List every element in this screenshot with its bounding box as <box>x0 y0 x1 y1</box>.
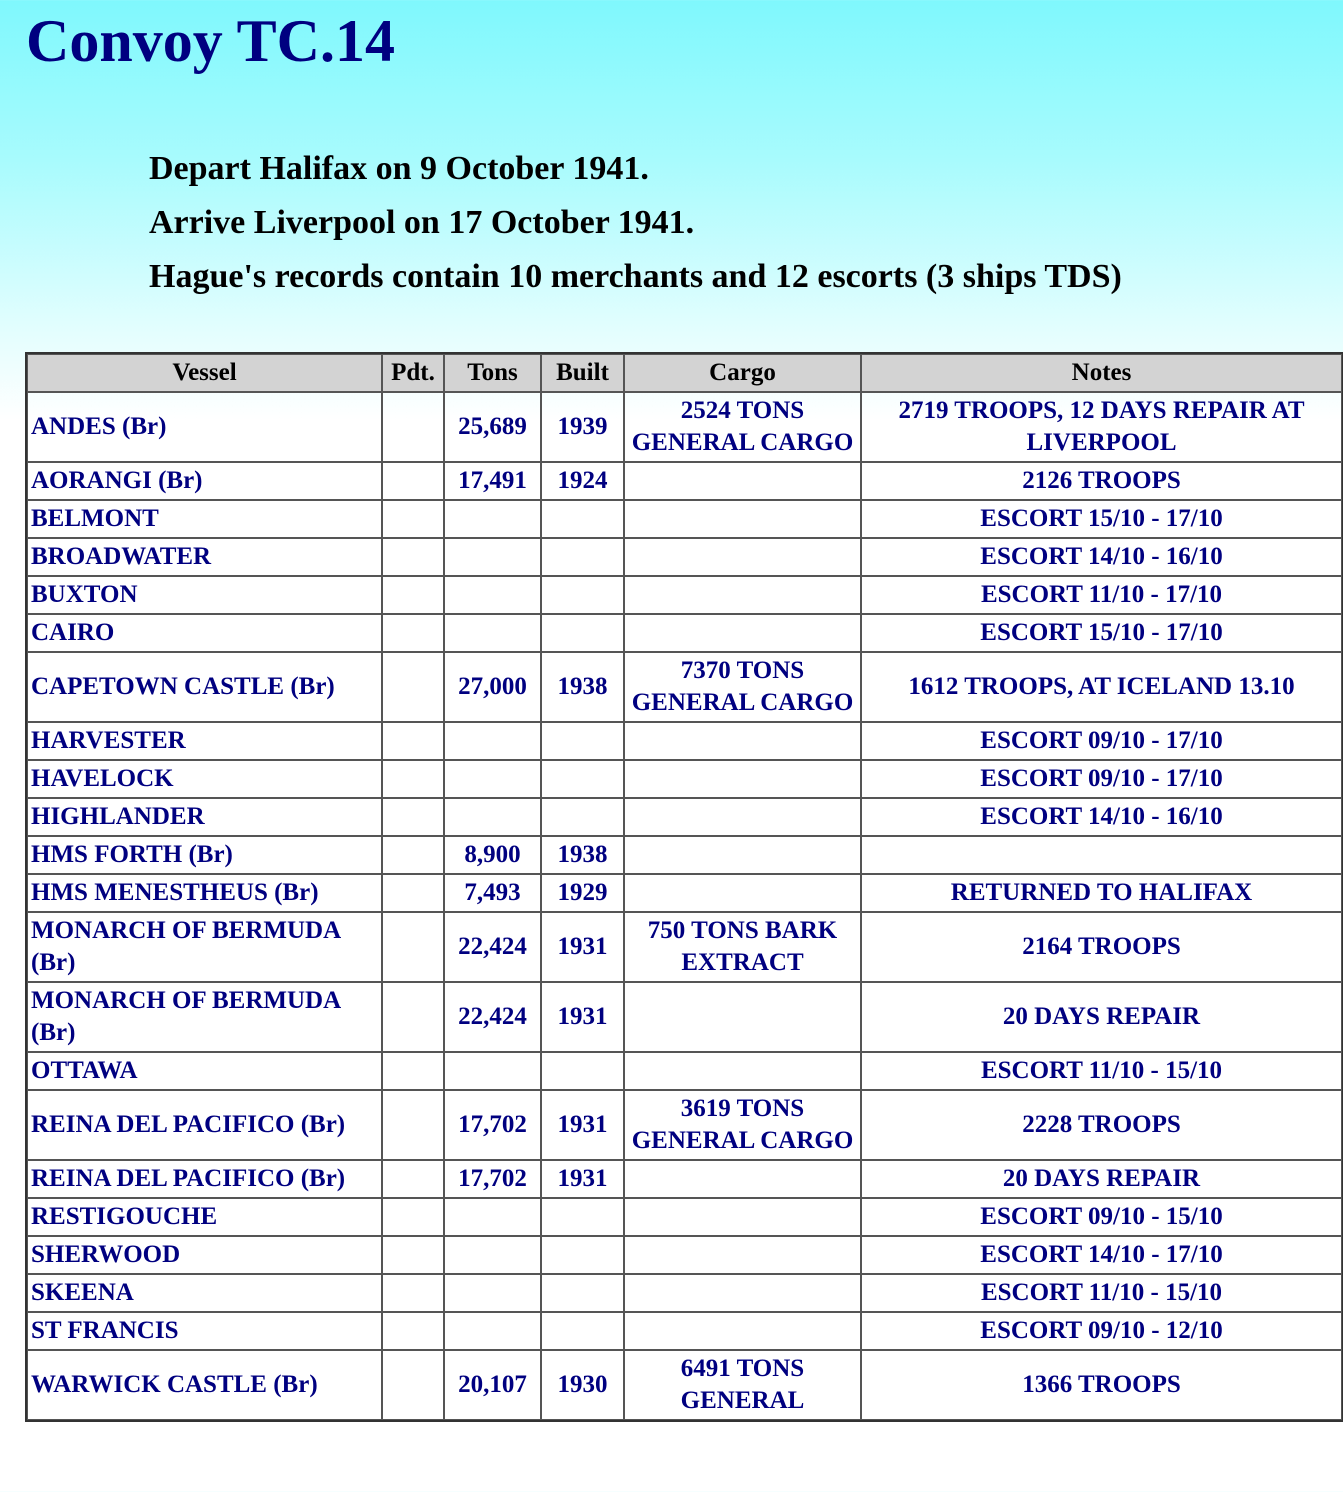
cell-vessel: SHERWOOD <box>27 1236 382 1274</box>
cell-built <box>541 1052 624 1090</box>
cell-cargo <box>624 798 861 836</box>
cell-pdt <box>382 982 444 1052</box>
departure-line: Depart Halifax on 9 October 1941. <box>149 150 649 187</box>
cell-notes: 2228 TROOPS <box>861 1090 1342 1160</box>
cell-built: 1938 <box>541 652 624 722</box>
table-row <box>27 874 1342 912</box>
cell-tons <box>444 1198 541 1236</box>
cell-vessel: RESTIGOUCHE <box>27 1198 382 1236</box>
cell-tons: 17,702 <box>444 1160 541 1198</box>
cell-pdt <box>382 760 444 798</box>
cell-built: 1938 <box>541 836 624 874</box>
cell-vessel: HARVESTER <box>27 722 382 760</box>
cell-cargo <box>624 462 861 500</box>
cell-cargo <box>624 836 861 874</box>
cell-pdt <box>382 576 444 614</box>
cell-built <box>541 576 624 614</box>
cell-tons: 27,000 <box>444 652 541 722</box>
cell-cargo <box>624 874 861 912</box>
cell-built: 1931 <box>541 1090 624 1160</box>
cell-built <box>541 722 624 760</box>
cell-vessel: MONARCH OF BERMUDA (Br) <box>27 912 382 982</box>
cell-notes: ESCORT 14/10 - 17/10 <box>861 1236 1342 1274</box>
cell-pdt <box>382 462 444 500</box>
cell-cargo <box>624 982 861 1052</box>
cell-cargo: 2524 TONS GENERAL CARGO <box>624 392 861 462</box>
cell-built: 1924 <box>541 462 624 500</box>
cell-tons <box>444 722 541 760</box>
table-row <box>27 760 1342 798</box>
cell-built: 1939 <box>541 392 624 462</box>
cell-cargo <box>624 614 861 652</box>
cell-cargo: 7370 TONS GENERAL CARGO <box>624 652 861 722</box>
cell-tons: 17,491 <box>444 462 541 500</box>
cell-cargo <box>624 722 861 760</box>
table-row <box>27 1198 1342 1236</box>
cell-tons <box>444 1274 541 1312</box>
cell-pdt <box>382 722 444 760</box>
cell-vessel: REINA DEL PACIFICO (Br) <box>27 1160 382 1198</box>
cell-pdt <box>382 538 444 576</box>
cell-cargo <box>624 1198 861 1236</box>
cell-cargo <box>624 1274 861 1312</box>
cell-built <box>541 538 624 576</box>
cell-tons: 22,424 <box>444 982 541 1052</box>
cell-pdt <box>382 1312 444 1350</box>
cell-notes: 20 DAYS REPAIR <box>861 1160 1342 1198</box>
arrival-line: Arrive Liverpool on 17 October 1941. <box>149 204 695 241</box>
cell-built <box>541 1274 624 1312</box>
cell-tons: 22,424 <box>444 912 541 982</box>
header-tons: Tons <box>444 354 541 392</box>
cell-vessel: HMS MENESTHEUS (Br) <box>27 874 382 912</box>
table-row <box>27 1312 1342 1350</box>
cell-vessel: ANDES (Br) <box>27 392 382 462</box>
table-row <box>27 1236 1342 1274</box>
table-row <box>27 614 1342 652</box>
cell-cargo <box>624 1236 861 1274</box>
cell-pdt <box>382 874 444 912</box>
cell-notes: ESCORT 15/10 - 17/10 <box>861 614 1342 652</box>
cell-tons <box>444 500 541 538</box>
cell-notes: ESCORT 09/10 - 17/10 <box>861 760 1342 798</box>
cell-built <box>541 798 624 836</box>
table-row <box>27 1160 1342 1198</box>
cell-tons: 20,107 <box>444 1350 541 1420</box>
cell-vessel: OTTAWA <box>27 1052 382 1090</box>
cell-notes: ESCORT 14/10 - 16/10 <box>861 798 1342 836</box>
cell-notes: 1612 TROOPS, AT ICELAND 13.10 <box>861 652 1342 722</box>
cell-pdt <box>382 1236 444 1274</box>
table-row <box>27 462 1342 500</box>
cell-vessel: MONARCH OF BERMUDA (Br) <box>27 982 382 1052</box>
table-row <box>27 1052 1342 1090</box>
cell-built <box>541 500 624 538</box>
cell-notes: ESCORT 15/10 - 17/10 <box>861 500 1342 538</box>
cell-built <box>541 760 624 798</box>
cell-tons <box>444 614 541 652</box>
cell-cargo <box>624 760 861 798</box>
cell-tons <box>444 1312 541 1350</box>
cell-cargo <box>624 576 861 614</box>
cell-pdt <box>382 1160 444 1198</box>
cell-vessel: CAIRO <box>27 614 382 652</box>
cell-notes: 2719 TROOPS, 12 DAYS REPAIR AT LIVERPOOL <box>861 392 1342 462</box>
cell-pdt <box>382 500 444 538</box>
cell-built: 1931 <box>541 982 624 1052</box>
records-line: Hague's records contain 10 merchants and 12 escorts (3 ships TDS) <box>149 258 1122 295</box>
table-row <box>27 652 1342 722</box>
cell-notes: 2126 TROOPS <box>861 462 1342 500</box>
cell-vessel: HMS FORTH (Br) <box>27 836 382 874</box>
table-header-row <box>27 354 1342 392</box>
header-notes: Notes <box>861 354 1342 392</box>
table-row <box>27 1090 1342 1160</box>
cell-vessel: AORANGI (Br) <box>27 462 382 500</box>
cell-pdt <box>382 392 444 462</box>
cell-notes: ESCORT 09/10 - 17/10 <box>861 722 1342 760</box>
cell-cargo <box>624 500 861 538</box>
cell-vessel: SKEENA <box>27 1274 382 1312</box>
cell-tons: 7,493 <box>444 874 541 912</box>
cell-cargo <box>624 1052 861 1090</box>
cell-pdt <box>382 1198 444 1236</box>
table-row <box>27 1274 1342 1312</box>
cell-notes: ESCORT 11/10 - 15/10 <box>861 1274 1342 1312</box>
cell-tons <box>444 538 541 576</box>
header-cargo: Cargo <box>624 354 861 392</box>
cell-vessel: BUXTON <box>27 576 382 614</box>
cell-pdt <box>382 652 444 722</box>
cell-cargo <box>624 1160 861 1198</box>
table-row <box>27 798 1342 836</box>
header-pdt: Pdt. <box>382 354 444 392</box>
cell-pdt <box>382 836 444 874</box>
cell-tons: 17,702 <box>444 1090 541 1160</box>
cell-tons: 8,900 <box>444 836 541 874</box>
cell-tons <box>444 798 541 836</box>
header-vessel: Vessel <box>27 354 382 392</box>
cell-cargo: 750 TONS BARK EXTRACT <box>624 912 861 982</box>
cell-tons <box>444 576 541 614</box>
table-row <box>27 912 1342 982</box>
cell-vessel: BROADWATER <box>27 538 382 576</box>
cell-pdt <box>382 1350 444 1420</box>
cell-tons <box>444 1052 541 1090</box>
cell-built: 1930 <box>541 1350 624 1420</box>
cell-vessel: CAPETOWN CASTLE (Br) <box>27 652 382 722</box>
cell-cargo <box>624 538 861 576</box>
cell-vessel: BELMONT <box>27 500 382 538</box>
cell-vessel: REINA DEL PACIFICO (Br) <box>27 1090 382 1160</box>
cell-notes: 2164 TROOPS <box>861 912 1342 982</box>
table-row <box>27 1350 1342 1420</box>
cell-vessel: HAVELOCK <box>27 760 382 798</box>
cell-vessel: HIGHLANDER <box>27 798 382 836</box>
cell-built <box>541 1236 624 1274</box>
convoy-info <box>149 146 1122 308</box>
cell-vessel: ST FRANCIS <box>27 1312 382 1350</box>
cell-vessel: WARWICK CASTLE (Br) <box>27 1350 382 1420</box>
table-row <box>27 538 1342 576</box>
table-row <box>27 576 1342 614</box>
cell-notes: ESCORT 11/10 - 15/10 <box>861 1052 1342 1090</box>
table-row <box>27 982 1342 1052</box>
cell-notes: 20 DAYS REPAIR <box>861 982 1342 1052</box>
table-row <box>27 392 1342 462</box>
cell-pdt <box>382 614 444 652</box>
cell-built: 1929 <box>541 874 624 912</box>
cell-pdt <box>382 798 444 836</box>
cell-built <box>541 1312 624 1350</box>
table-row <box>27 500 1342 538</box>
cell-notes: ESCORT 09/10 - 12/10 <box>861 1312 1342 1350</box>
convoy-table <box>25 352 1343 1422</box>
page-title: Convoy TC.14 <box>26 8 395 74</box>
cell-built <box>541 614 624 652</box>
cell-notes: ESCORT 09/10 - 15/10 <box>861 1198 1342 1236</box>
table-row <box>27 722 1342 760</box>
cell-tons <box>444 760 541 798</box>
cell-pdt <box>382 1052 444 1090</box>
header-built: Built <box>541 354 624 392</box>
cell-pdt <box>382 1090 444 1160</box>
cell-cargo <box>624 1312 861 1350</box>
cell-notes <box>861 836 1342 874</box>
cell-built: 1931 <box>541 912 624 982</box>
cell-tons <box>444 1236 541 1274</box>
cell-tons: 25,689 <box>444 392 541 462</box>
table-body <box>27 392 1342 1420</box>
cell-notes: ESCORT 11/10 - 17/10 <box>861 576 1342 614</box>
cell-notes: 1366 TROOPS <box>861 1350 1342 1420</box>
cell-cargo: 3619 TONS GENERAL CARGO <box>624 1090 861 1160</box>
cell-cargo: 6491 TONS GENERAL <box>624 1350 861 1420</box>
cell-pdt <box>382 1274 444 1312</box>
table-row <box>27 836 1342 874</box>
cell-built <box>541 1198 624 1236</box>
cell-pdt <box>382 912 444 982</box>
cell-notes: RETURNED TO HALIFAX <box>861 874 1342 912</box>
cell-built: 1931 <box>541 1160 624 1198</box>
cell-notes: ESCORT 14/10 - 16/10 <box>861 538 1342 576</box>
